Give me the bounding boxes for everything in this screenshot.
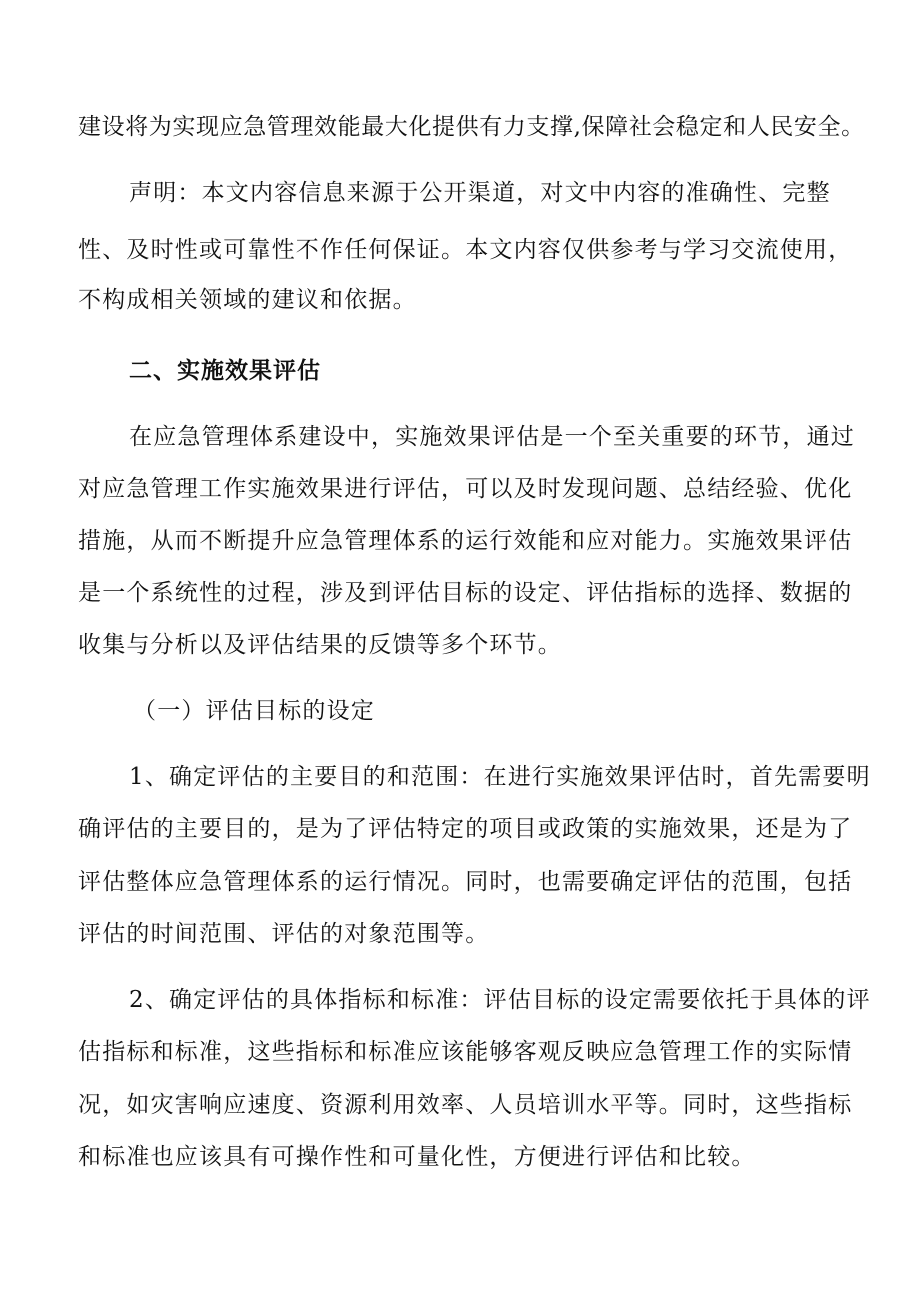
item-2-line: 2、确定评估的具体指标和标准：评估目标的设定需要依托于具体的评 xyxy=(129,987,871,1013)
item-1-line: 确评估的主要目的，是为了评估特定的项目或政策的实施效果，还是为了 xyxy=(78,816,853,842)
section-paragraph-line: 在应急管理体系建设中，实施效果评估是一个至关重要的环节，通过 xyxy=(129,424,855,450)
disclaimer-line: 不构成相关领域的建议和依据。 xyxy=(78,287,417,313)
section-paragraph-line: 收集与分析以及评估结果的反馈等多个环节。 xyxy=(78,632,562,658)
item-2-line: 况，如灾害响应速度、资源利用效率、人员培训水平等。同时，这些指标 xyxy=(78,1092,853,1118)
section-heading: 二、实施效果评估 xyxy=(129,357,321,384)
section-paragraph-line: 是一个系统性的过程，涉及到评估目标的设定、评估指标的选择、数据的 xyxy=(78,580,853,606)
item-2-line: 估指标和标准，这些指标和标准应该能够客观反映应急管理工作的实际情 xyxy=(78,1039,853,1065)
item-2-line: 和标准也应该具有可操作性和可量化性，方便进行评估和比较。 xyxy=(78,1144,756,1170)
disclaimer-line: 声明：本文内容信息来源于公开渠道，对文中内容的准确性、完整 xyxy=(129,180,831,206)
item-1-line: 评估整体应急管理体系的运行情况。同时，也需要确定评估的范围，包括 xyxy=(78,869,853,895)
subsection-heading: （一）评估目标的设定 xyxy=(133,698,375,724)
item-1-line: 评估的时间范围、评估的对象范围等。 xyxy=(78,921,490,947)
intro-paragraph-line: 建设将为实现应急管理效能最大化提供有力支撑,保障社会稳定和人民安全。 xyxy=(78,114,865,140)
item-1-line: 1、确定评估的主要目的和范围：在进行实施效果评估时，首先需要明 xyxy=(129,764,871,790)
section-paragraph-line: 措施，从而不断提升应急管理体系的运行效能和应对能力。实施效果评估 xyxy=(78,528,853,554)
section-paragraph-line: 对应急管理工作实施效果进行评估，可以及时发现问题、总结经验、优化 xyxy=(78,476,853,502)
disclaimer-line: 性、及时性或可靠性不作任何保证。本文内容仅供参考与学习交流使用， xyxy=(78,237,853,263)
